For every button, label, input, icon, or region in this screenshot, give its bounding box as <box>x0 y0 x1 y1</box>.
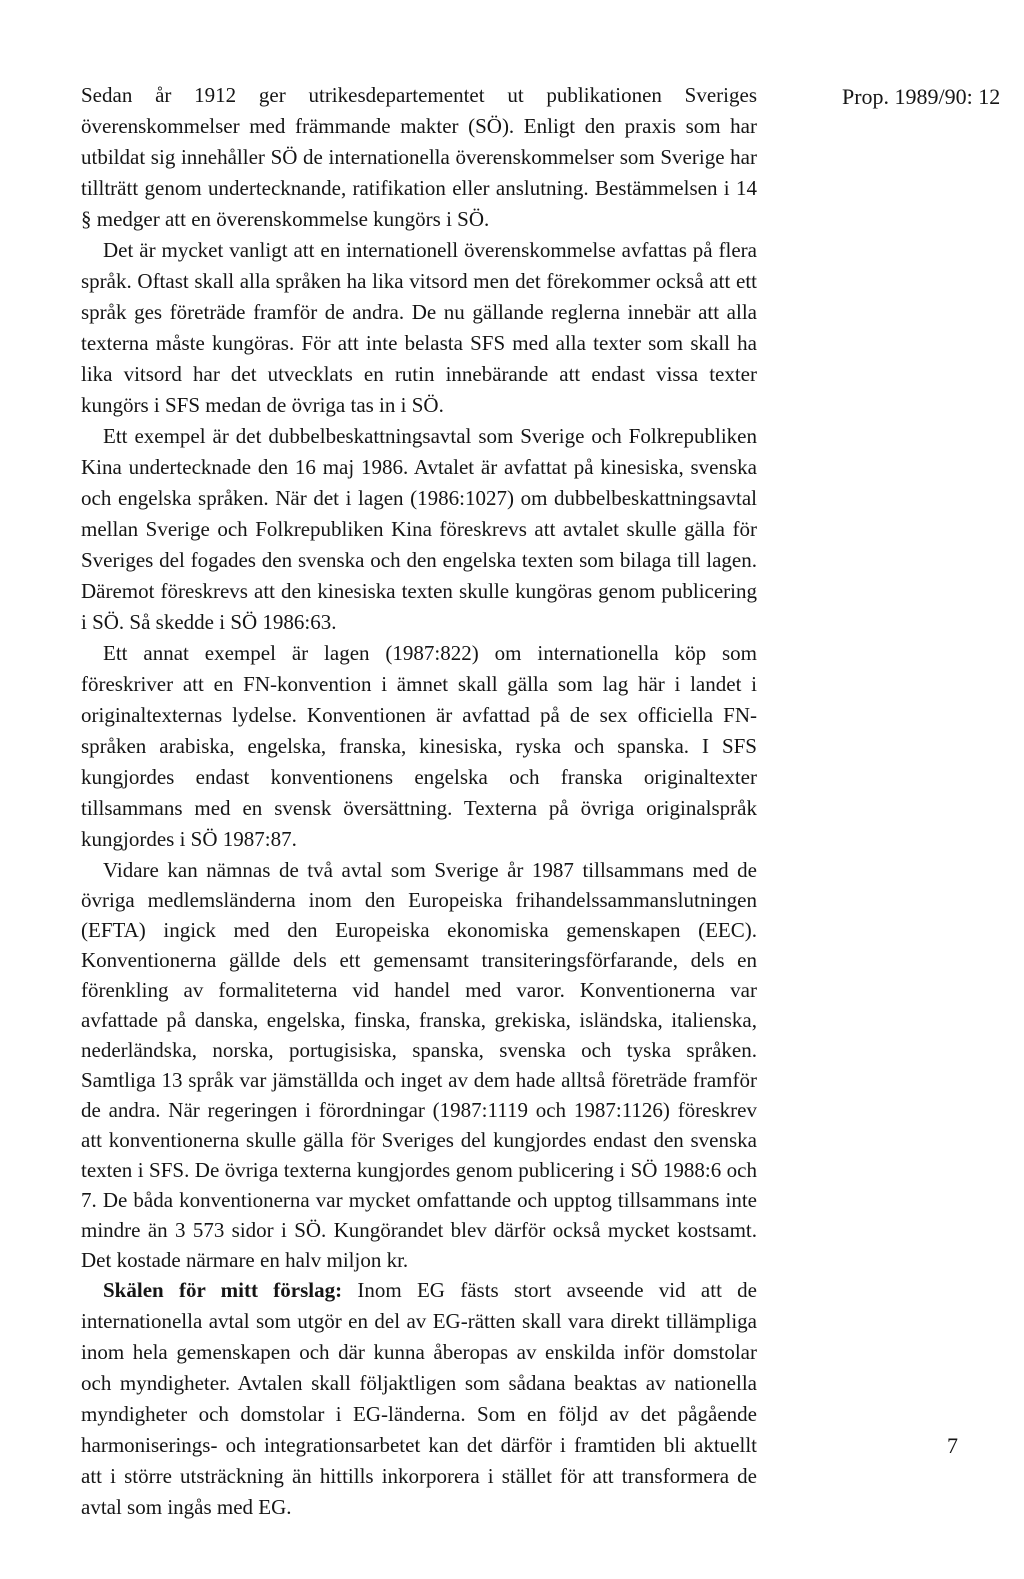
paragraph-reasons-for-proposal <box>81 1275 757 1523</box>
paragraph-multiple-languages: Det är mycket vanligt att en internationell överenskommelse avfattas på flera språk. Oftast skall alla språken ha lika vitsord men det förekommer också att ett språk ges företräde framför de andra. De nu gällande reglerna innebär att alla texterna måste kungöras. För att inte belasta SFS med alla texter som skall ha lika vitsord har det utvecklats en rutin innebärande att endast vissa texter kungörs i SFS medan de övriga tas in i SÖ. <box>81 238 757 417</box>
body-text <box>81 80 757 1523</box>
paragraph-international-sales-law: Ett annat exempel är lagen (1987:822) om internationella köp som föreskriver att en FN-konvention i ämnet skall gälla som lag här i landet i originaltexternas lydelse. Konventionen är avfattad på de sex officiella FN-språken arabiska, engelska, franska, kinesiska, ryska och spanska. I SFS kungjordes endast konventionens engelska och franska originaltexter tillsammans med en svensk översättning. Texterna på övriga originalspråk kungjordes i SÖ 1987:87. <box>81 641 757 851</box>
page-number: 7 <box>947 1433 958 1458</box>
proposition-reference: Prop. 1989/90: 12 <box>842 84 1001 109</box>
paragraph-china-tax-treaty: Ett exempel är det dubbelbeskattningsavtal som Sverige och Folkrepubliken Kina undertecknade den 16 maj 1986. Avtalet är avfattat på kinesiska, svenska och engelska språken. När det i lagen (1986:1027) om dubbelbeskattningsavtal mellan Sverige och Folkrepubliken Kina föreskrevs att avtalet skulle gälla för Sveriges del fogades den svenska och den engelska texten som bilaga till lagen. Däremot föreskrevs att den kinesiska texten skulle kungöras genom publicering i SÖ. Så skedde i SÖ 1986:63. <box>81 424 757 634</box>
paragraph-so-publication: Sedan år 1912 ger utrikesdepartementet ut publikationen Sveriges överenskommelser med främmande makter (SÖ). Enligt den praxis som har utbildat sig innehåller SÖ de internationella överenskommelser som Sverige har tillträtt genom undertecknande, ratifikation eller anslutning. Bestämmelsen i 14 § medger att en överenskommelse kungörs i SÖ. <box>81 83 757 231</box>
paragraph-efta-eec-conventions: Vidare kan nämnas de två avtal som Sverige år 1987 tillsammans med de övriga medlemsländerna inom den Europeiska frihandelssammanslutningen (EFTA) ingick med den Europeiska ekonomiska gemenskapen (EEC). Konventionerna gällde dels ett gemensamt transiteringsförfarande, dels en förenkling av formaliteterna vid handel med varor. Konventionerna var avfattade på danska, engelska, finska, franska, grekiska, isländska, italienska, nederländska, norska, portugisiska, spanska, svenska och tyska språken. Samtliga 13 språk var jämställda och inget av dem hade alltså företräde framför de andra. När regeringen i förordningar (1987:1119 och 1987:1126) föreskrev att konventionerna skulle gälla för Sveriges del kungjordes endast den svenska texten i SFS. De övriga texterna kungjordes genom publicering i SÖ 1988:6 och 7. De båda konventionerna var mycket omfattande och upptog tillsammans inte mindre än 3 573 sidor i SÖ. Kungörandet blev därför också mycket kostsamt. Det kostade närmare en halv miljon kr. <box>81 858 757 1272</box>
reasons-text: Inom EG fästs stort avseende vid att de internationella avtal som utgör en del av EG-rätten skall vara direkt tillämpliga inom hela gemenskapen och där kunna åberopas av enskilda inför domstolar och myndigheter. Avtalen skall följaktligen som sådana beaktas av nationella myndigheter och domstolar i EG-länderna. Som en följd av det pågående harmoniserings- och integrationsarbetet kan det därför i framtiden bli aktuellt att i större utsträckning än hittills inkorporera i stället för att transformera de avtal som ingås med EG. <box>81 1278 757 1519</box>
reasons-heading: Skälen för mitt förslag: <box>103 1278 343 1302</box>
